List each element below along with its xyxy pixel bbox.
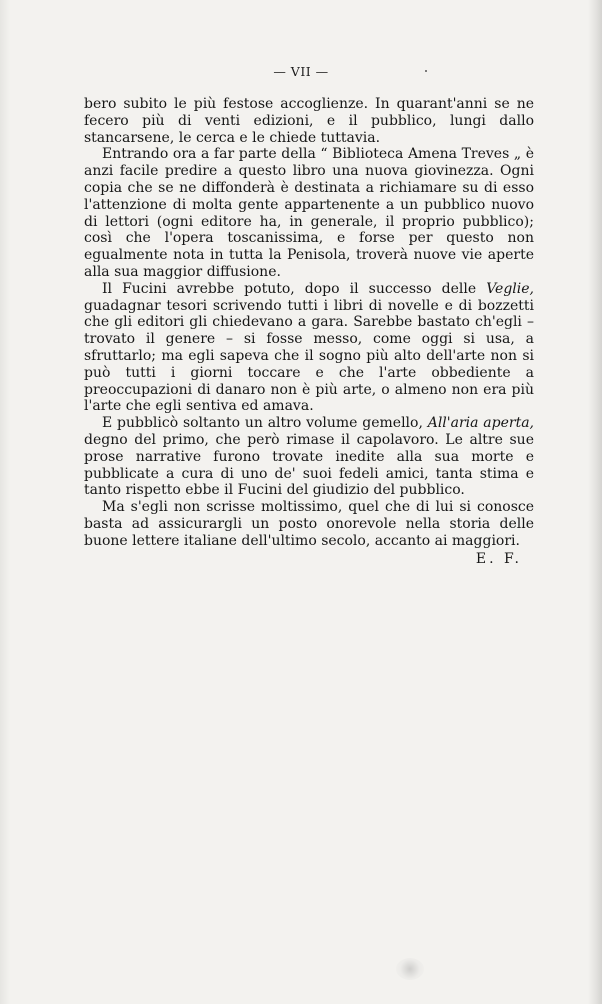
text-segment: E pubblicò soltanto un altro volume gemello, <box>102 415 428 432</box>
author-signature: E. F. <box>475 550 522 567</box>
italic-title: Veglie, <box>486 280 534 297</box>
paragraph <box>84 146 534 280</box>
page-right-edge-shadow <box>588 0 602 1004</box>
paragraphs-container <box>84 96 534 550</box>
italic-title: All'aria aperta, <box>427 415 535 432</box>
text-segment: bero subito le più festose accoglienze. In quarant'anni se ne fecero più di venti edizioni, e il pubblico, lungi dallo stancarsene, le cerca e le chiede tuttavia. <box>84 96 534 146</box>
page-left-edge-shadow <box>0 0 10 1004</box>
page-smudge <box>396 958 424 980</box>
text-segment: guadagnar tesori scrivendo tutti i libri di novelle e di bozzetti che gli editori gli chiedevano a gara. Sarebbe bastato ch'egli – trovato il genere – si fosse messo, come oggi si usa, a sfruttarlo; ma egli sapeva che il sogno più alto dell'arte non si può tutti i giorni toccare e che l'arte obbediente a preoccupazioni di danaro non è più arte, o almeno non era più l'arte che egli sentiva ed amava. <box>84 297 534 415</box>
paragraph <box>84 415 534 499</box>
text-segment: degno del primo, che però rimase il capolavoro. Le altre sue prose narrative furono trovate inedite alla sua morte e pubblicate a cura di uno de' suoi fedeli amici, tanta stima e tanto rispetto ebbe il Fucini del giudizio del pubblico. <box>84 431 534 499</box>
text-segment: Ma s'egli non scrisse moltissimo, quel che di lui si conosce basta ad assicurargli un posto onorevole nella storia delle buone lettere italiane dell'ultimo secolo, accanto ai maggiori. <box>84 499 534 549</box>
text-segment: Il Fucini avrebbe potuto, dopo il successo delle <box>102 280 487 297</box>
paragraph <box>84 96 534 146</box>
paragraph <box>84 499 534 549</box>
page-number: — VII — <box>273 64 329 79</box>
body-text <box>84 96 534 567</box>
paragraph <box>84 281 534 415</box>
text-segment: Entrando ora a far parte della “ Biblioteca Amena Treves „ è anzi facile predire a questo libro una nuova giovinezza. Ogni copia che se ne diffonderà è destinata a richiamare su di esso l'attenzione di molta gente appartenente a un pubblico nuovo di lettori (ogni editore ha, in generale, il proprio pubblico); così che l'opera toscanissima, e forse per questo non egualmente nota in tutta la Penisola, troverà nuove vie aperte alla sua maggior diffusione. <box>84 146 534 280</box>
